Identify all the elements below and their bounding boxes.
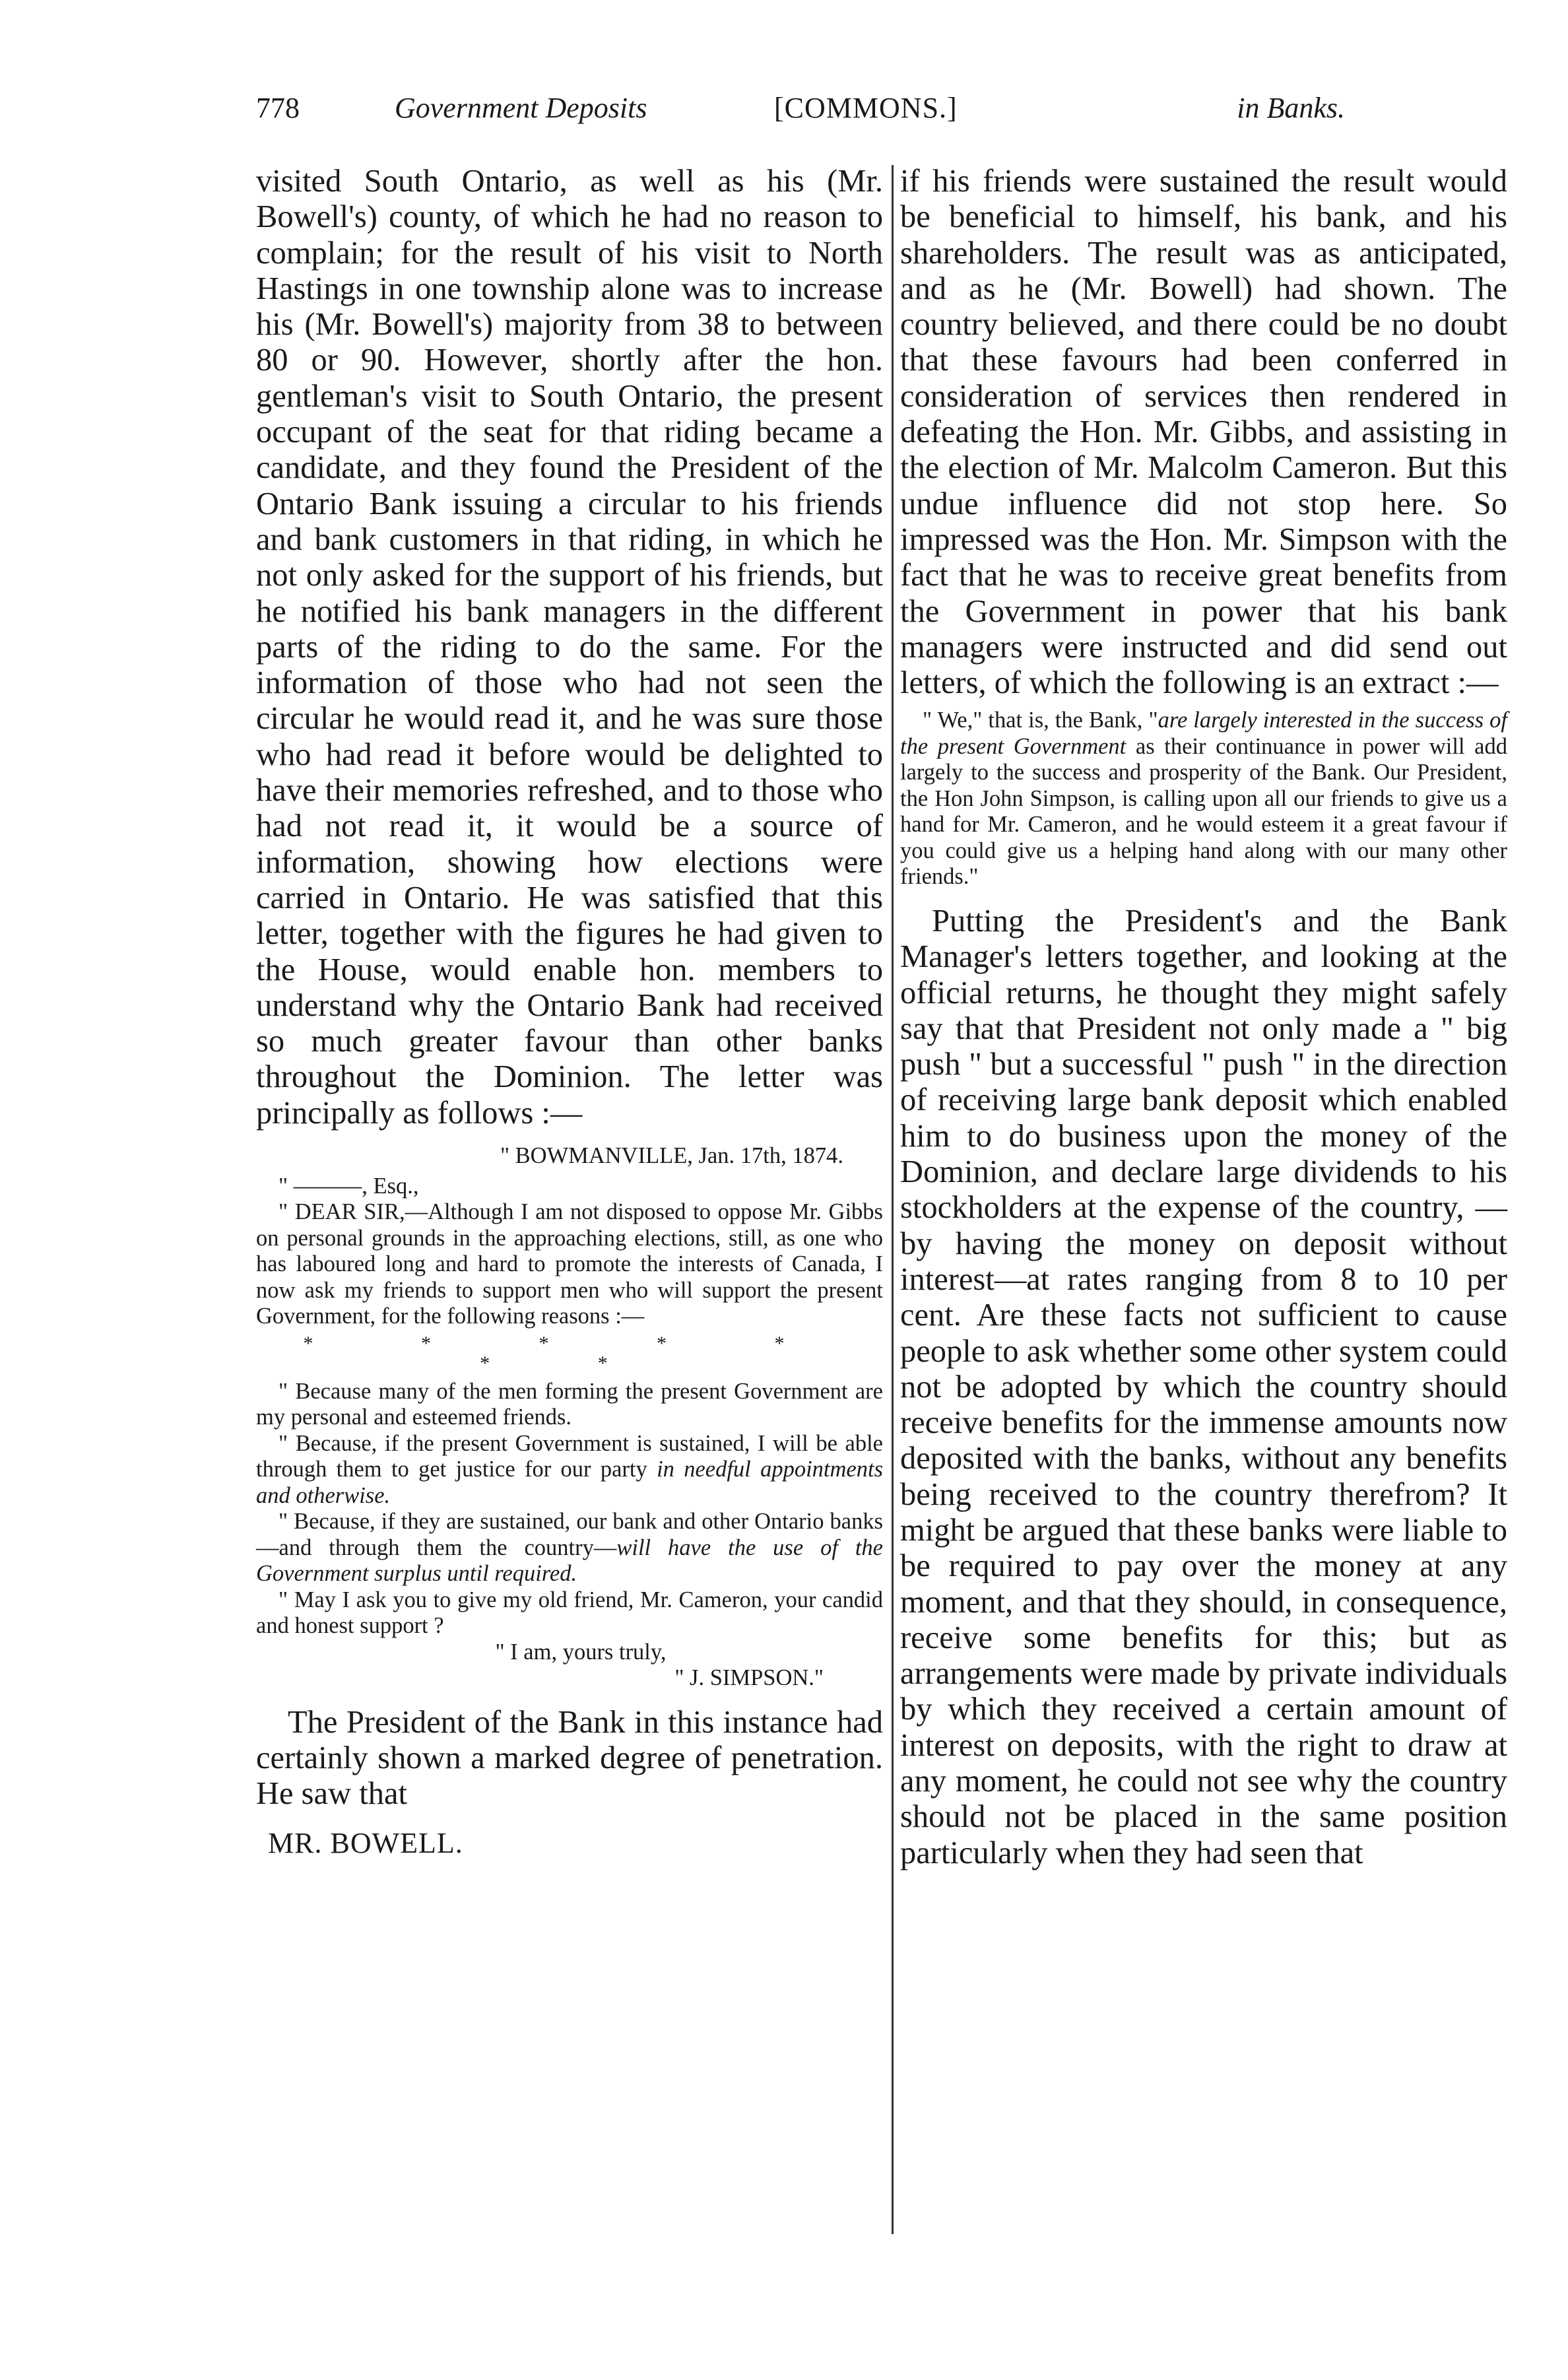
letter-reason-2-italic: in needful appointments and otherwise. (256, 1457, 884, 1508)
letter-signature: " J. SIMPSON." (674, 1665, 824, 1691)
bank-manager-extract (900, 708, 1507, 890)
header-center-title: [COMMONS.] (774, 92, 958, 124)
extract-text (900, 708, 1507, 890)
page-number: 778 (256, 92, 300, 124)
column-divider (892, 165, 894, 2234)
letter-ellipsis-stars: * * * * * * * (303, 1332, 836, 1374)
letter-reason-3 (256, 1509, 883, 1587)
right-column (900, 164, 1507, 1871)
letter-reason-1: " Because many of the men forming the present Government are my personal and esteemed friends. (256, 1378, 883, 1430)
header-left-title: Government Deposits (395, 92, 647, 124)
left-paragraph-1: visited South Ontario, as well as his (Mr. Bowell's) county, of which he had no reason to complain; for the result of his visit to North Hastings in one township alone was to increase his (Mr. Bowell's) majority from 38 to between 80 or 90. However, shortly after the hon. gentleman's visit to South Ontario, the present occupant of the seat for that riding became a candidate, and they found the President of the Ontario Bank issuing a circular to his friends and bank customers in that riding, in which he not only asked for the support of his friends, but he notified his bank managers in the different parts of the riding to do the same. For the information of those who had not seen the circular he would read it, and he was sure those who had read it before would be delighted to have their memories refreshed, and to those who had not read it, it would be a source of information, showing how elections were carried in Ontario. He was satisfied that this letter, together with the figures he had given to the House, would enable hon. members to understand why the Ontario Bank had received so much greater favour than other banks throughout the Dominion. The letter was principally as follows :— (256, 164, 883, 1131)
letter-reason-2-text: " Because, if the present Government is sustained, I will be able through them to get justice for our party (256, 1430, 883, 1482)
extract-text-italic: are largely interested in the success of the present Government (900, 708, 1507, 759)
letter-dateline: " BOWMANVILLE, Jan. 17th, 1874. (500, 1143, 843, 1169)
letter-reason-3-italic: will have the use of the Government surplus until required. (256, 1535, 883, 1587)
letter-body: " DEAR SIR,—Although I am not disposed to oppose Mr. Gibbs on personal grounds in the approaching elections, still, as one who has laboured long and hard to promote the interests of Canada, I now ask my friends to support men who will support the present Government, for the following reasons :— (256, 1199, 883, 1329)
left-paragraph-2: The President of the Bank in this instance had certainly shown a marked degree of penetration. He saw that (256, 1704, 883, 1812)
right-paragraph-2: Putting the President's and the Bank Manager's letters together, and looking at the official returns, he thought they might safely say that that President not only made a " big push " but a successful " push " in the direction of receiving large bank deposit which enabled him to do business upon the money of the Dominion, and declare large dividends to his stockholders at the expense of the country, —by having the money on deposit without interest—at rates ranging from 8 to 10 per cent. Are these facts not sufficient to cause people to ask whether some other system could not be adopted by which the country should receive benefits for the immense amounts now deposited with the banks, without any benefits being received to the country therefrom? It might be argued that these banks were liable to be required to pay over the money at any moment, and that they should, in consequence, receive some benefits for this; but as arrangements were made by private individuals by which they received a certain amount of interest on deposits, with the right to draw at any moment, he could not see why the country should not be placed in the same position particularly when they had seen that (900, 903, 1507, 1870)
letter-body-text: —Although I am not disposed to oppose Mr. Gibbs on personal grounds in the approaching elections, still, as one who has laboured long and hard to promote the interests of Canada, I now ask my friends to support men who will support the present Government, for the following reasons :— (256, 1199, 883, 1329)
left-column (256, 164, 883, 1860)
header-right-title: in Banks. (1237, 92, 1345, 124)
extract-text-c: as their continuance in power will add largely to the success and prosperity of the Bank. Our President, the Hon John Simpson, is calling upon all our friends to give us a hand for Mr. Cameron, and he would esteem it a great favour if you could give us a helping hand along with our many other friends." (900, 733, 1507, 890)
letter-reason-2 (256, 1431, 883, 1509)
letter-dear-sir: DEAR SIR, (294, 1199, 405, 1225)
running-header (256, 91, 1345, 137)
letter-reason-3-text: " Because, if they are sustained, our bank and other Ontario banks—and through them the country— (256, 1509, 883, 1560)
simpson-letter (256, 1143, 883, 1692)
letter-place: BOWMANVILLE, (515, 1143, 693, 1169)
letter-salutation: " ———, Esq., (278, 1173, 419, 1199)
right-paragraph-1: if his friends were sustained the result would be beneficial to himself, his bank, and his shareholders. The result was as anticipated, and as he (Mr. Bowell) had shown. The country believed, and there could be no doubt that these favours had been conferred in consideration of services then rendered in defeating the Hon. Mr. Gibbs, and assisting in the election of Mr. Malcolm Cameron. But this undue influence did not stop here. So impressed was the Hon. Mr. Simpson with the fact that he was to receive great benefits from the Government in power that his bank managers were instructed and did send out letters, of which the following is an extract :— (900, 164, 1507, 701)
letter-closing: " I am, yours truly, (495, 1639, 667, 1665)
letter-reason-4: " May I ask you to give my old friend, Mr. Cameron, your candid and honest support ? (256, 1587, 883, 1639)
letter-date: Jan. 17th, 1874. (698, 1143, 843, 1169)
speaker-name: MR. BOWELL. (268, 1827, 463, 1860)
extract-text-a: " We," that is, the Bank, " (923, 708, 1158, 733)
